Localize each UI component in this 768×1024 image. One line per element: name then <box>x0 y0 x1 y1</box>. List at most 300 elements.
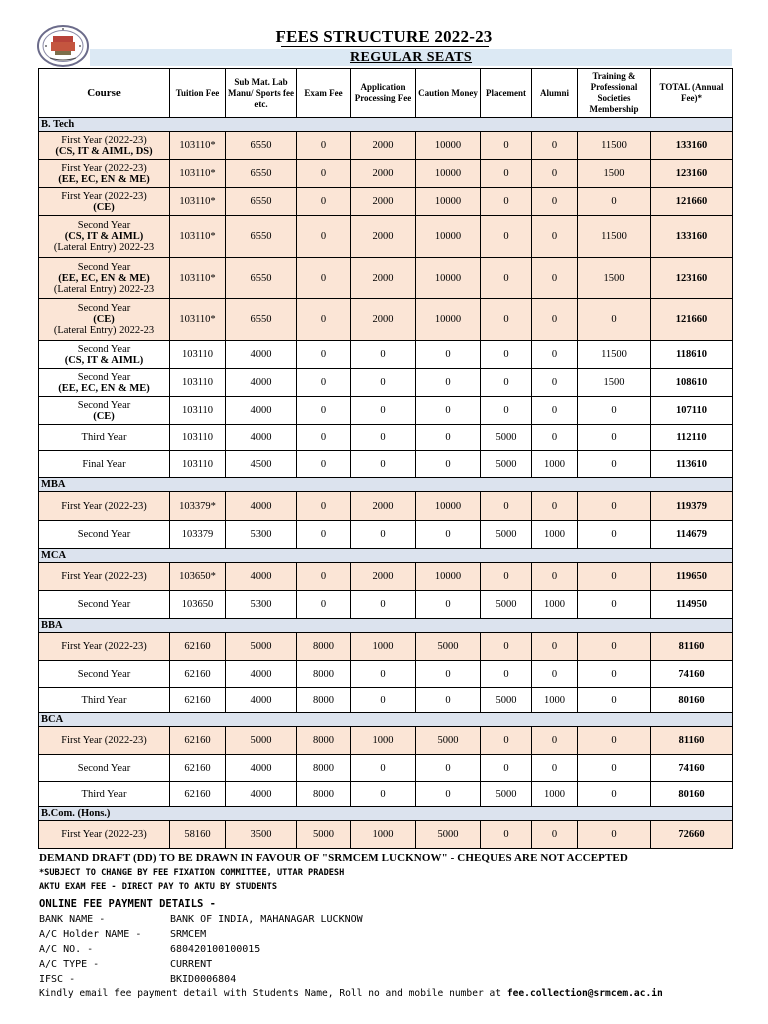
course-line: First Year (2022-23) <box>61 829 147 840</box>
fee-cell: 62160 <box>170 633 226 661</box>
course-line: First Year (2022-23) <box>61 500 147 512</box>
table-header-row <box>39 69 733 118</box>
course-line: Second Year <box>77 529 131 540</box>
table-row <box>39 492 733 521</box>
fee-cell: 0 <box>532 425 578 451</box>
course-line: Second Year <box>77 399 131 411</box>
title-underline <box>281 46 489 47</box>
fee-cell: 0 <box>578 397 651 425</box>
fee-cell: 0 <box>416 341 481 369</box>
fees-table <box>38 68 733 849</box>
fee-cell: 2000 <box>351 132 416 160</box>
course-cell <box>39 341 170 369</box>
fee-cell: 0 <box>416 591 481 619</box>
notes-section <box>39 851 739 894</box>
course-cell <box>39 160 170 188</box>
course-line: (Lateral Entry) 2022-23 <box>53 283 155 295</box>
fee-cell: 0 <box>532 661 578 688</box>
fee-cell: 11500 <box>578 132 651 160</box>
course-line: (CE) <box>93 201 115 213</box>
fee-cell: 5000 <box>481 782 532 807</box>
fee-cell: 0 <box>532 727 578 755</box>
fee-cell: 5000 <box>416 633 481 661</box>
fee-cell: 5000 <box>416 727 481 755</box>
email-instruction-text: Kindly email fee payment detail with Students Name, Roll no and mobile number at <box>39 988 507 999</box>
payment-detail-value: 680420100100015 <box>170 944 261 955</box>
fee-cell: 4000 <box>226 341 297 369</box>
fee-cell: 0 <box>481 341 532 369</box>
fee-cell: 62160 <box>170 755 226 782</box>
course-line: Second Year <box>77 303 131 314</box>
payment-detail-label: A/C Holder NAME - <box>39 929 142 940</box>
course-cell <box>39 688 170 713</box>
payment-detail-row <box>39 957 212 972</box>
course-line: First Year (2022-23) <box>61 735 147 746</box>
table-row <box>39 160 733 188</box>
total-cell: 121660 <box>651 188 733 216</box>
fee-cell: 4000 <box>226 492 297 521</box>
fee-cell: 1000 <box>532 521 578 549</box>
fee-cell: 10000 <box>416 188 481 216</box>
fee-cell: 5000 <box>226 727 297 755</box>
fee-cell: 4000 <box>226 661 297 688</box>
column-header: Alumni <box>532 69 578 118</box>
fee-cell: 2000 <box>351 188 416 216</box>
payment-detail-label: IFSC - <box>39 974 76 985</box>
subject-to-change-note: *SUBJECT TO CHANGE BY FEE FIXATION COMMITTEE, UTTAR PRADESH <box>39 868 345 878</box>
course-group-row <box>39 619 733 633</box>
table-row <box>39 661 733 688</box>
payment-heading: ONLINE FEE PAYMENT DETAILS - <box>39 898 217 910</box>
fee-cell: 0 <box>532 160 578 188</box>
fee-cell: 103110* <box>170 160 226 188</box>
fee-cell: 0 <box>297 188 351 216</box>
fee-cell: 0 <box>481 563 532 591</box>
total-cell: 119650 <box>651 563 733 591</box>
course-cell <box>39 299 170 341</box>
fee-cell: 0 <box>416 425 481 451</box>
course-group-row <box>39 118 733 132</box>
fee-cell: 1000 <box>351 633 416 661</box>
fee-cell: 103110* <box>170 258 226 299</box>
course-group-label: BBA <box>39 619 733 633</box>
fee-cell: 0 <box>578 633 651 661</box>
fee-cell: 10000 <box>416 492 481 521</box>
course-line: (CS, IT & AIML) <box>64 354 144 366</box>
page-title: FEES STRUCTURE 2022-23 <box>275 27 493 46</box>
fee-cell: 1000 <box>532 591 578 619</box>
course-cell <box>39 397 170 425</box>
table-row <box>39 727 733 755</box>
course-line: First Year (2022-23) <box>61 641 147 652</box>
table-row <box>39 188 733 216</box>
fee-cell: 1000 <box>351 821 416 849</box>
table-row <box>39 397 733 425</box>
fee-cell: 0 <box>416 661 481 688</box>
fee-cell: 1000 <box>532 451 578 478</box>
table-row <box>39 591 733 619</box>
fee-cell: 0 <box>578 782 651 807</box>
course-line: (CE) <box>93 410 115 422</box>
fee-cell: 0 <box>297 591 351 619</box>
fee-cell: 4500 <box>226 451 297 478</box>
fee-cell: 4000 <box>226 369 297 397</box>
fee-cell: 11500 <box>578 216 651 258</box>
fee-cell: 1000 <box>351 727 416 755</box>
course-line: First Year (2022-23) <box>61 571 147 582</box>
fee-cell: 5000 <box>481 688 532 713</box>
fee-cell: 5000 <box>481 521 532 549</box>
fee-cell: 0 <box>578 661 651 688</box>
course-line: Second Year <box>77 343 131 355</box>
table-row <box>39 369 733 397</box>
fee-cell: 0 <box>297 563 351 591</box>
fee-cell: 0 <box>578 188 651 216</box>
fee-cell: 0 <box>578 521 651 549</box>
fee-cell: 0 <box>481 821 532 849</box>
payment-detail-row <box>39 927 206 942</box>
fee-cell: 0 <box>481 132 532 160</box>
fee-cell: 5300 <box>226 591 297 619</box>
total-cell: 81160 <box>651 727 733 755</box>
fee-cell: 103110* <box>170 188 226 216</box>
payment-detail-label: A/C NO. - <box>39 944 94 955</box>
fee-cell: 1000 <box>532 688 578 713</box>
total-cell: 114950 <box>651 591 733 619</box>
course-cell <box>39 132 170 160</box>
course-cell <box>39 755 170 782</box>
fee-cell: 103110 <box>170 369 226 397</box>
fee-cell: 0 <box>481 258 532 299</box>
fee-cell: 4000 <box>226 688 297 713</box>
fee-cell: 0 <box>351 521 416 549</box>
fee-cell: 5000 <box>481 591 532 619</box>
demand-draft-note: DEMAND DRAFT (DD) TO BE DRAWN IN FAVOUR OF "SRMCEM LUCKNOW" - CHEQUES ARE NOT ACCEPTED <box>39 852 628 864</box>
table-row <box>39 299 733 341</box>
fee-cell: 0 <box>532 563 578 591</box>
total-cell: 108610 <box>651 369 733 397</box>
fee-cell: 0 <box>351 425 416 451</box>
table-row <box>39 821 733 849</box>
fee-cell: 1500 <box>578 160 651 188</box>
fee-cell: 103110* <box>170 216 226 258</box>
fee-cell: 10000 <box>416 216 481 258</box>
fee-cell: 103379* <box>170 492 226 521</box>
fee-cell: 2000 <box>351 299 416 341</box>
fee-cell: 0 <box>481 633 532 661</box>
fee-cell: 0 <box>481 188 532 216</box>
payment-detail-value: SRMCEM <box>170 929 207 940</box>
fee-cell: 8000 <box>297 727 351 755</box>
total-cell: 72660 <box>651 821 733 849</box>
payment-detail-row <box>39 972 236 987</box>
course-cell <box>39 369 170 397</box>
fee-cell: 6550 <box>226 132 297 160</box>
course-line: Third Year <box>81 432 127 443</box>
payment-detail-label: A/C TYPE - <box>39 959 100 970</box>
fee-cell: 0 <box>532 492 578 521</box>
table-row <box>39 216 733 258</box>
fee-cell: 0 <box>481 755 532 782</box>
course-line: Third Year <box>81 788 127 800</box>
fee-cell: 0 <box>297 258 351 299</box>
course-line: (CS, IT & AIML, DS) <box>55 145 153 157</box>
total-cell: 113610 <box>651 451 733 478</box>
course-cell <box>39 821 170 849</box>
fee-cell: 4000 <box>226 397 297 425</box>
total-cell: 107110 <box>651 397 733 425</box>
fee-cell: 2000 <box>351 492 416 521</box>
fee-cell: 103110* <box>170 132 226 160</box>
table-row <box>39 258 733 299</box>
course-line: (Lateral Entry) 2022-23 <box>53 325 155 336</box>
course-cell <box>39 451 170 478</box>
fee-cell: 0 <box>351 397 416 425</box>
fee-cell: 10000 <box>416 563 481 591</box>
email-instruction <box>39 987 663 1001</box>
fee-cell: 62160 <box>170 661 226 688</box>
column-header: Training & Professional Societies Membership <box>578 69 651 118</box>
fee-cell: 0 <box>297 341 351 369</box>
fee-cell: 10000 <box>416 132 481 160</box>
course-cell <box>39 591 170 619</box>
course-cell <box>39 782 170 807</box>
fee-cell: 0 <box>532 341 578 369</box>
fee-cell: 103379 <box>170 521 226 549</box>
course-line: (Lateral Entry) 2022-23 <box>53 242 155 253</box>
fee-cell: 10000 <box>416 160 481 188</box>
fee-cell: 103110 <box>170 341 226 369</box>
course-line: Third Year <box>81 694 127 706</box>
total-cell: 74160 <box>651 661 733 688</box>
course-cell <box>39 425 170 451</box>
course-group-row <box>39 713 733 727</box>
fee-cell: 0 <box>416 688 481 713</box>
fee-cell: 0 <box>416 521 481 549</box>
fee-cell: 4000 <box>226 782 297 807</box>
fee-cell: 0 <box>297 299 351 341</box>
course-cell <box>39 188 170 216</box>
fee-cell: 103110* <box>170 299 226 341</box>
course-cell <box>39 492 170 521</box>
total-cell: 112110 <box>651 425 733 451</box>
fee-cell: 0 <box>578 591 651 619</box>
fee-cell: 0 <box>532 216 578 258</box>
course-line: Second Year <box>77 762 131 774</box>
fee-cell: 10000 <box>416 258 481 299</box>
fee-cell: 62160 <box>170 688 226 713</box>
course-group-label: B.Com. (Hons.) <box>39 807 733 821</box>
course-line: First Year (2022-23) <box>61 190 147 202</box>
fee-cell: 4000 <box>226 425 297 451</box>
fee-cell: 0 <box>578 755 651 782</box>
course-group-row <box>39 807 733 821</box>
fee-cell: 0 <box>416 369 481 397</box>
fee-cell: 0 <box>578 425 651 451</box>
column-header: Course <box>39 69 170 118</box>
fee-cell: 0 <box>532 188 578 216</box>
course-line: (CE) <box>93 314 115 325</box>
course-group-row <box>39 478 733 492</box>
column-header: Application Processing Fee <box>351 69 416 118</box>
fee-cell: 0 <box>481 727 532 755</box>
fee-cell: 0 <box>416 451 481 478</box>
total-cell: 74160 <box>651 755 733 782</box>
fee-cell: 2000 <box>351 216 416 258</box>
course-cell <box>39 633 170 661</box>
course-cell <box>39 661 170 688</box>
fee-cell: 0 <box>532 633 578 661</box>
fee-cell: 2000 <box>351 258 416 299</box>
fee-cell: 1000 <box>532 782 578 807</box>
fee-cell: 0 <box>297 160 351 188</box>
fee-cell: 0 <box>351 591 416 619</box>
column-header: Exam Fee <box>297 69 351 118</box>
fee-cell: 0 <box>532 258 578 299</box>
total-cell: 123160 <box>651 258 733 299</box>
fee-cell: 0 <box>481 369 532 397</box>
fee-cell: 0 <box>532 755 578 782</box>
course-cell <box>39 216 170 258</box>
fee-cell: 5000 <box>226 633 297 661</box>
course-line: First Year (2022-23) <box>61 162 147 174</box>
total-cell: 133160 <box>651 132 733 160</box>
fee-cell: 0 <box>351 341 416 369</box>
fee-cell: 5000 <box>297 821 351 849</box>
course-line: (EE, EC, EN & ME) <box>58 382 150 394</box>
page-subtitle: REGULAR SEATS <box>349 50 473 65</box>
table-row <box>39 341 733 369</box>
column-header: Tuition Fee <box>170 69 226 118</box>
fee-cell: 0 <box>578 492 651 521</box>
fee-cell: 0 <box>297 369 351 397</box>
fee-cell: 0 <box>481 299 532 341</box>
fee-cell: 2000 <box>351 160 416 188</box>
fee-cell: 0 <box>297 492 351 521</box>
fee-cell: 5000 <box>481 425 532 451</box>
course-line: Second Year <box>77 371 131 383</box>
course-line: (EE, EC, EN & ME) <box>58 173 150 185</box>
table-row <box>39 521 733 549</box>
fee-cell: 0 <box>297 521 351 549</box>
fee-cell: 0 <box>532 299 578 341</box>
course-line: Second Year <box>77 668 131 680</box>
fee-cell: 0 <box>578 563 651 591</box>
fee-cell: 0 <box>416 397 481 425</box>
fee-cell: 58160 <box>170 821 226 849</box>
table-row <box>39 633 733 661</box>
payment-detail-value: CURRENT <box>170 959 213 970</box>
fee-cell: 5000 <box>416 821 481 849</box>
fee-cell: 0 <box>532 821 578 849</box>
fee-cell: 0 <box>481 661 532 688</box>
fee-cell: 0 <box>297 397 351 425</box>
course-line: First Year (2022-23) <box>61 134 147 146</box>
fee-cell: 1500 <box>578 258 651 299</box>
fee-cell: 8000 <box>297 782 351 807</box>
table-row <box>39 451 733 478</box>
fee-cell: 0 <box>351 782 416 807</box>
email-address[interactable]: fee.collection@srmcem.ac.in <box>506 988 663 999</box>
table-row <box>39 688 733 713</box>
fee-cell: 4000 <box>226 755 297 782</box>
total-cell: 133160 <box>651 216 733 258</box>
aktu-exam-note: AKTU EXAM FEE - DIRECT PAY TO AKTU BY STUDENTS <box>39 882 277 892</box>
course-line: (EE, EC, EN & ME) <box>58 272 150 284</box>
table-row <box>39 782 733 807</box>
course-group-label: MCA <box>39 549 733 563</box>
table-row <box>39 132 733 160</box>
fee-cell: 3500 <box>226 821 297 849</box>
fee-cell: 103110 <box>170 451 226 478</box>
fee-cell: 0 <box>532 132 578 160</box>
course-cell <box>39 563 170 591</box>
fee-cell: 0 <box>532 397 578 425</box>
fee-cell: 5300 <box>226 521 297 549</box>
total-cell: 80160 <box>651 782 733 807</box>
course-line: (CS, IT & AIML) <box>64 231 144 242</box>
fee-cell: 62160 <box>170 727 226 755</box>
fee-cell: 0 <box>578 727 651 755</box>
course-cell <box>39 521 170 549</box>
column-header: Placement <box>481 69 532 118</box>
fee-cell: 103110 <box>170 425 226 451</box>
fee-cell: 103110 <box>170 397 226 425</box>
total-cell: 119379 <box>651 492 733 521</box>
fee-cell: 2000 <box>351 563 416 591</box>
fee-cell: 0 <box>578 821 651 849</box>
payment-detail-label: BANK NAME - <box>39 914 106 925</box>
fee-cell: 0 <box>297 425 351 451</box>
fee-cell: 0 <box>351 661 416 688</box>
fee-cell: 5000 <box>481 451 532 478</box>
table-row <box>39 755 733 782</box>
course-cell <box>39 258 170 299</box>
fee-cell: 10000 <box>416 299 481 341</box>
total-cell: 80160 <box>651 688 733 713</box>
course-cell <box>39 727 170 755</box>
fee-cell: 11500 <box>578 341 651 369</box>
column-header: Sub Mat. Lab Manu/ Sports fee etc. <box>226 69 297 118</box>
total-cell: 114679 <box>651 521 733 549</box>
table-body <box>39 118 733 849</box>
fee-cell: 0 <box>297 451 351 478</box>
fee-cell: 0 <box>297 216 351 258</box>
course-line: Second Year <box>77 261 131 273</box>
fee-cell: 0 <box>416 755 481 782</box>
total-cell: 118610 <box>651 341 733 369</box>
fee-cell: 8000 <box>297 661 351 688</box>
fee-cell: 0 <box>481 492 532 521</box>
fee-cell: 1500 <box>578 369 651 397</box>
payment-detail-row <box>39 912 363 927</box>
column-header: TOTAL (Annual Fee)* <box>651 69 733 118</box>
total-cell: 121660 <box>651 299 733 341</box>
fee-cell: 0 <box>351 688 416 713</box>
fee-cell: 0 <box>481 216 532 258</box>
course-group-label: BCA <box>39 713 733 727</box>
course-group-label: B. Tech <box>39 118 733 132</box>
fee-cell: 0 <box>416 782 481 807</box>
fee-cell: 6550 <box>226 188 297 216</box>
fee-cell: 0 <box>481 160 532 188</box>
payment-detail-value: BANK OF INDIA, MAHANAGAR LUCKNOW <box>170 914 363 925</box>
course-line: Final Year <box>82 458 126 470</box>
payment-detail-value: BKID0006804 <box>170 974 237 985</box>
fee-cell: 103650 <box>170 591 226 619</box>
fee-cell: 0 <box>578 299 651 341</box>
course-group-row <box>39 549 733 563</box>
